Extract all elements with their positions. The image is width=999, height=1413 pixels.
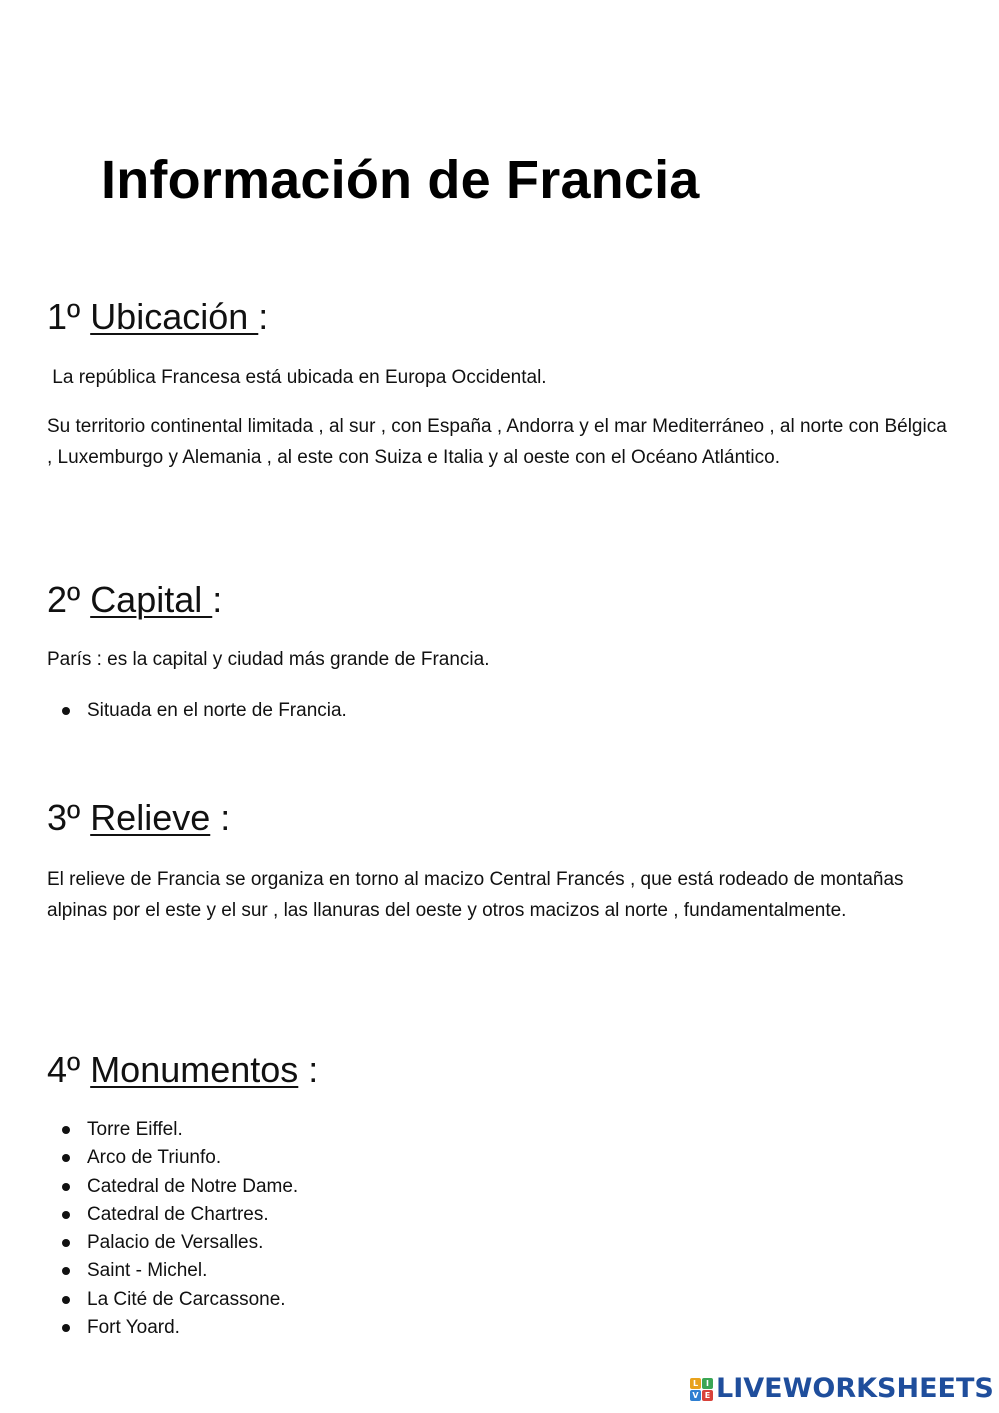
section-title: Capital: [90, 579, 213, 620]
list-item: Torre Eiffel.: [47, 1116, 298, 1144]
bullet-icon: [62, 1126, 70, 1134]
section-colon: :: [258, 296, 269, 337]
section-heading-monumentos: [47, 1048, 318, 1092]
list-item: Catedral de Chartres.: [47, 1201, 298, 1229]
relieve-paragraph: El relieve de Francia se organiza en torno al macizo Central Francés , que está rodeado de montañas alpinas por el este y el sur , las llanuras del oeste y otros macizos al norte , fundamentalmente.: [47, 869, 904, 921]
list-item: Saint - Michel.: [47, 1257, 298, 1285]
bullet-icon: [62, 1183, 70, 1191]
section-heading-relieve: [47, 796, 230, 840]
section-number: 4º: [47, 1049, 81, 1090]
section-colon: :: [298, 1049, 319, 1090]
section-title: Monumentos: [90, 1049, 299, 1090]
list-item: Palacio de Versalles.: [47, 1229, 298, 1257]
section-number: 2º: [47, 579, 81, 620]
bullet-icon: [62, 1324, 70, 1332]
section-number: 1º: [47, 296, 81, 337]
capital-paragraph: París : es la capital y ciudad más grande de Francia.: [47, 649, 490, 670]
list-item: Catedral de Notre Dame.: [47, 1173, 298, 1201]
section-title: Ubicación: [90, 296, 259, 337]
bullet-icon: [62, 1211, 70, 1219]
logo-mark-v: V: [690, 1390, 701, 1401]
logo-text: LIVEWORKSHEETS: [716, 1373, 994, 1404]
bullet-icon: [62, 1239, 70, 1247]
list-item: Situada en el norte de Francia.: [47, 697, 347, 725]
list-item: La Cité de Carcassone.: [47, 1286, 298, 1314]
logo-mark-i: I: [702, 1378, 713, 1389]
list-item: Fort Yoard.: [47, 1314, 298, 1342]
logo-mark-e: E: [702, 1390, 713, 1401]
liveworksheets-logo[interactable]: [690, 1372, 994, 1406]
ubicacion-paragraph-1: La república Francesa está ubicada en Europa Occidental.: [47, 367, 547, 388]
logo-mark-icon: [690, 1378, 713, 1401]
section-number: 3º: [47, 797, 81, 838]
section-colon: :: [210, 797, 231, 838]
bullet-icon: [62, 1267, 70, 1275]
section-heading-ubicacion: [47, 295, 268, 339]
section-heading-capital: [47, 578, 222, 622]
bullet-icon: [62, 1154, 70, 1162]
logo-mark-l: L: [690, 1378, 701, 1389]
section-colon: :: [212, 579, 223, 620]
page-title: Información de Francia: [101, 150, 700, 210]
section-title: Relieve: [90, 797, 211, 838]
capital-bullet-list: [47, 697, 347, 725]
bullet-icon: [62, 1296, 70, 1304]
list-item: Arco de Triunfo.: [47, 1144, 298, 1172]
monumentos-bullet-list: [47, 1116, 298, 1342]
bullet-icon: [62, 707, 70, 715]
ubicacion-paragraph-2: Su territorio continental limitada , al sur , con España , Andorra y el mar Mediterráneo , al norte con Bélgica , Luxemburgo y Alemania , al este con Suiza e Italia y al oeste con el Océano Atlántico.: [47, 416, 947, 468]
